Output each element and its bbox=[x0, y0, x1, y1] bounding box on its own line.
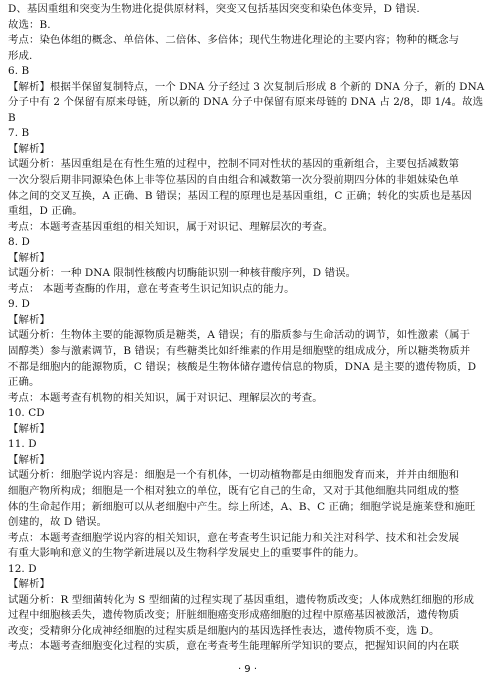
text-line: 形成. bbox=[8, 49, 33, 62]
text-line: 【解析】 bbox=[8, 578, 50, 591]
text-line: 过程中细胞核丢失，遗传物质改变；肝脏细胞癌变形成癌细胞的过程中原癌基因被激活，遗传物质 bbox=[8, 609, 460, 622]
text-line: 体的生命起作用；新细胞可以从老细胞中产生。综上所述，A、B、C 正确；细胞学说是施莱登和施旺 bbox=[8, 500, 476, 513]
text-line: 体之间的交叉互换，A 正确、B 错误；基因工程的原理也是基因重组，C 正确；转化的实质也是基因 bbox=[8, 189, 472, 202]
text-line: 正确。 bbox=[8, 376, 40, 389]
text-line: 分子中有 2 个保留有原来母链，所以新的 DNA 分子中保留有原来母链的 DNA 占 2/8，即 1/4。故选 bbox=[8, 96, 484, 109]
text-line: 12. D bbox=[8, 562, 37, 575]
text-line: 试题分析：R 型细菌转化为 S 型细菌的过程实现了基因重组，遗传物质改变；人体成熟红细胞的形成 bbox=[8, 593, 474, 606]
text-line: 试题分析：一种 DNA 限制性核酸内切酶能识别一种核苷酸序列，D 错误。 bbox=[8, 267, 357, 280]
text-line: 故选：B. bbox=[8, 18, 51, 31]
text-line: 11. D bbox=[8, 438, 37, 451]
text-line: 不都是细胞内的能源物质，C 错误；核酸是生物体储存遗传信息的物质，DNA 是主要的遗传物质，D bbox=[8, 360, 477, 373]
text-line: 7. B bbox=[8, 127, 30, 140]
text-line: 【解析】 bbox=[8, 453, 50, 466]
text-line: 【解析】 bbox=[8, 313, 50, 326]
text-line: 考点：本题考查有机物的相关知识，属于对识记、理解层次的考查。 bbox=[8, 391, 323, 404]
text-line: 创建的，故 D 错误。 bbox=[8, 516, 108, 529]
text-line: 试题分析：基因重组是在有性生殖的过程中，控制不同对性状的基因的重新组合，主要包括减数第 bbox=[8, 158, 460, 171]
text-line: 6. B bbox=[8, 65, 30, 78]
text-line: 考点：染色体组的概念、单倍体、二倍体、多倍体；现代生物进化理论的主要内容；物种的概念与 bbox=[8, 34, 460, 47]
text-line: 考点：本题考查细胞学说内容的相关知识，意在考查考生识记能力和关注对科学、技术和社会发展 bbox=[8, 531, 460, 544]
text-line: 改变；受精卵分化成神经细胞的过程实质是细胞内的基因选择性表达，遗传物质不变，选 D。 bbox=[8, 624, 440, 637]
text-line: 考点：本题考查细胞变化过程的实质，意在考查考生能理解所学知识的要点，把握知识间的内在联 bbox=[8, 640, 460, 653]
text-line: 【解析】 bbox=[8, 251, 50, 264]
text-line: 有重大影响和意义的生物学新进展以及生物科学发展史上的重要事件的能力。 bbox=[8, 547, 365, 560]
text-line: B bbox=[8, 111, 16, 124]
text-line: 一次分裂后期非同源染色体上非等位基因的自由组合和减数第一次分裂前期四分体的非姐妹染色单 bbox=[8, 174, 460, 187]
text-line: D、基因重组和突变为生物进化提供原材料，突变又包括基因突变和染色体变异，D 错误. bbox=[8, 3, 420, 15]
text-line: 【解析】 bbox=[8, 142, 50, 155]
text-line: 考点： 本题考查酶的作用，意在考查考生识记知识点的能力。 bbox=[8, 282, 295, 295]
text-line: 试题分析：细胞学说内容是：细胞是一个有机体，一切动植物都是由细胞发育而来，并并由细胞和 bbox=[8, 469, 460, 482]
document-body bbox=[8, 2, 486, 655]
text-line: 固醇类）参与激素调节，B 错误；有些糖类比如纤维素的作用是细胞壁的组成成分，所以糖类物质并 bbox=[8, 345, 471, 358]
text-line: 试题分析：生物体主要的能源物质是糖类，A 错误；有的脂质参与生命活动的调节，如性激素（属于 bbox=[8, 329, 471, 342]
page-number: · 9 · bbox=[237, 664, 258, 675]
text-line: 8. D bbox=[8, 236, 30, 249]
text-line: 9. D bbox=[8, 298, 30, 311]
text-line: 细胞产物所构成；细胞是一个相对独立的单位，既有它自己的生命，又对于其他细胞共同组成的整 bbox=[8, 484, 460, 497]
text-line: 考点：本题考查基因重组的相关知识，属于对识记、理解层次的考查。 bbox=[8, 220, 334, 233]
text-line: 【解析】根据半保留复制特点，一个 DNA 分子经过 3 次复制后形成 8 个新的 DNA 分子，新的 DNA bbox=[8, 80, 485, 93]
text-line: 【解析】 bbox=[8, 422, 50, 435]
text-line: 重组，D 正确。 bbox=[8, 205, 83, 218]
text-line: 10. CD bbox=[8, 407, 45, 420]
